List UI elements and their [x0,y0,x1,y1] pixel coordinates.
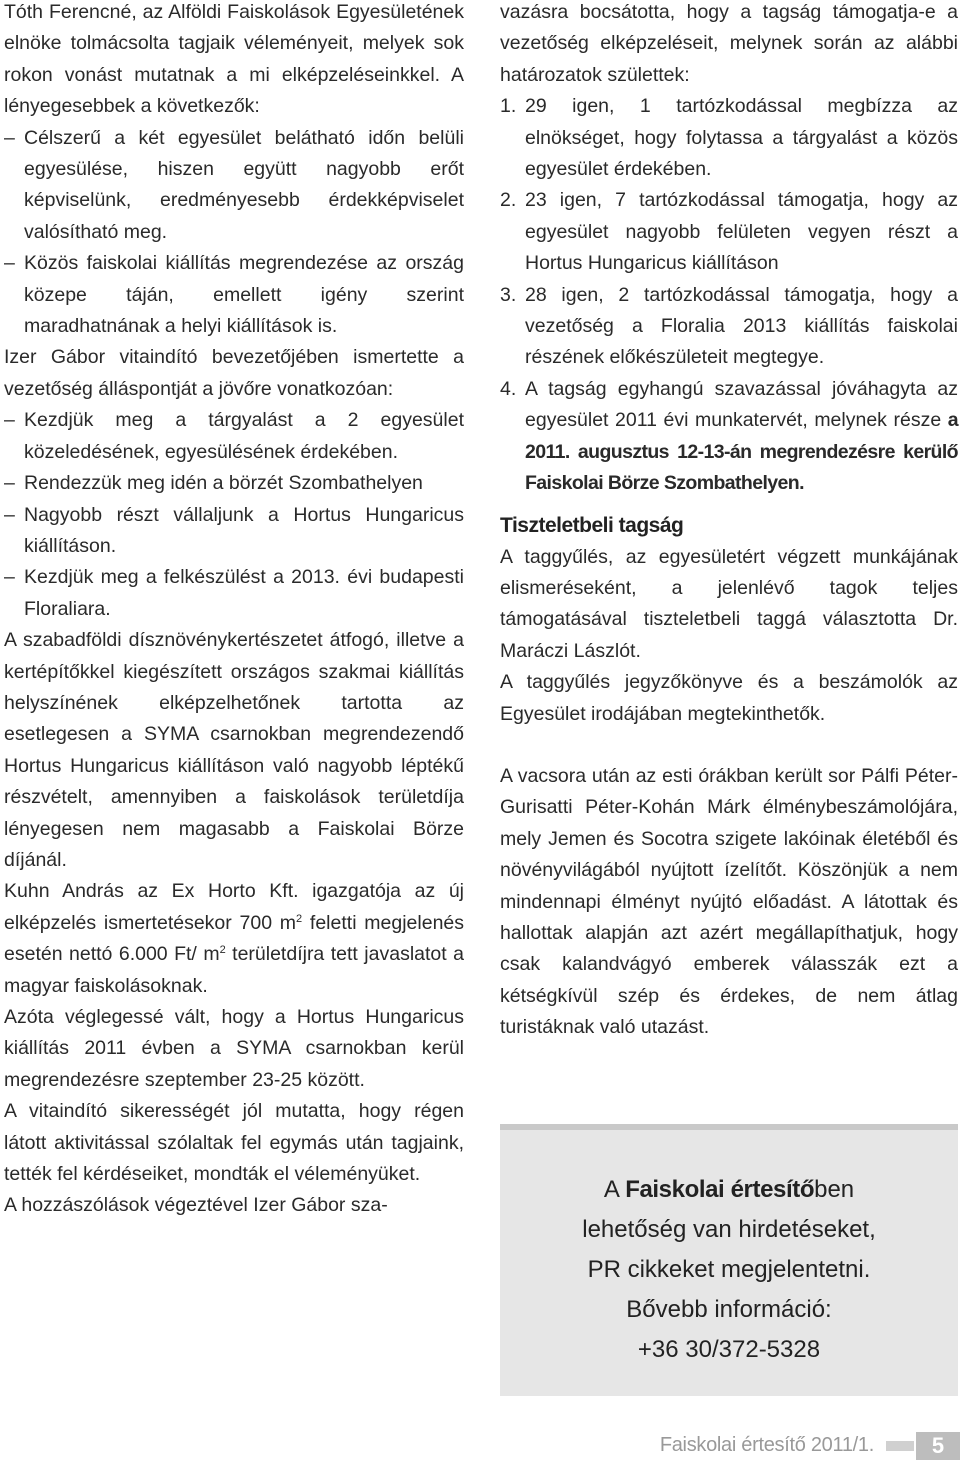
list-item: – Kezdjük meg a tárgyalást a 2 egyesület közeledésének, egyesülésének érdekében. [4,405,464,468]
item-text: 28 igen, 2 tartózkodással támogatja, hogy a vezetőség a Floralia 2013 kiállítás faiskolai részének előkészületeit megtegye. [525,283,958,369]
list-item [500,91,958,185]
item-number: 2. [500,189,517,212]
footer-divider [886,1441,914,1451]
footer-publication: Faiskolai értesítő 2011/1. [659,1434,874,1457]
list-item: – Kezdjük meg a felkészülést a 2013. évi budapesti Floraliara. [4,562,464,625]
ad-line: lehetőség van hirdetéseket, [582,1216,876,1243]
item-text: A tagság egyhangú szavazással jóváhagyta az egyesület 2011 évi munkatervét, melynek része [525,377,958,432]
list-item: – Közös faiskolai kiállítás megrendezése az ország közepe táján, emellett igény szerint maradhatnának a helyi kiállítások is. [4,248,464,342]
advertisement-box [500,1124,958,1396]
section-heading: Tiszteletbeli tagság [500,513,684,537]
paragraph: A vitaindító sikerességét jól mutatta, hogy régen látott aktivitással szólaltak fel egymás után tagjaink, tették fel kérdéseiket, mondták el véleményüket. [4,1100,464,1186]
paragraph: vazásra bocsátotta, hogy a tagság támogatja-e a vezetőség elképzeléseit, melynek során az alábbi határozatok születtek: [500,1,958,86]
publication-name: Faiskolai értesítő [625,1176,815,1203]
list-item [500,280,958,374]
list-item [500,185,958,279]
list-item: – Rendezzük meg idén a börzét Szombathelyen [4,468,464,499]
paragraph: A taggyűlés, az egyesületért végzett munkájának elismeréseként, a jelenlévő tagok teljes támogatásával tiszteletbeli taggá választotta Dr. Maráczi Lászlót. [500,545,958,662]
right-column [500,0,958,1044]
ad-phone: +36 30/372-5328 [637,1336,821,1363]
left-column [4,0,464,1222]
paragraph: A vacsora után az esti órákban került sor Pálfi Péter-Gurisatti Péter-Kohán Márk élménybeszámolójára, mely Jemen és Socotra szigete lakóinak életéből és növényvilágából nyújtott ízelítőt. Köszönjük a nem mindennapi élményt nyújtó előadást. A látottak és hallottak alapján azt azért megállapíthatjuk, hogy csak kalandvágyó emberek válasszák ezt a kétségkívül szép és érdekes, de nem átlag turistáknak való utazást. [500,764,958,1039]
item-highlight: a 2011. augusztus 12-13-án megrendezésre kerülő Faiskolai Börze Szombathelyen. [525,409,958,495]
paragraph: A hozzászólások végeztével Izer Gábor sza- [4,1194,388,1217]
paragraph: Kuhn András az Ex Horto Kft. igazgatója az új elképzelés ismertetésekor 700 $m^2$ feletti megjelenés esetén nettó 6.000 Ft/ $m^2$ területdíjra tett javaslatot a magyar faiskolásoknak. [4,880,465,997]
paragraph: A taggyűlés jegyzőkönyve és a beszámolók az Egyesület irodájában megtekinthetők. [500,671,958,725]
item-number: 1. [500,95,517,118]
list-item [500,374,958,500]
ad-line: Bővebb információ: [626,1296,832,1323]
page-footer [660,1432,960,1460]
item-number: 4. [500,377,517,400]
resolution-list [500,91,958,499]
ad-line: PR cikkeket megjelentetni. [587,1256,871,1283]
paragraph: A szabadföldi dísznövénykertészetet átfogó, illetve a kertépítőkkel kiegészített országos szakmai kiállítás helyszínének elképzelhetőnek tartotta az esetlegesen a SYMA csarnokban megrendezendő Hortus Hungaricus kiállításon való nagyobb léptékű részvételt, amennyiben a faiskolások területdíja lényegesen nem magasabb a Faiskolai Börze díjánál. [4,629,464,871]
list-item: – Célszerű a két egyesület belátható időn belüli egyesülése, hiszen együtt nagyobb erőt képviselünk, eredményesebb érdekképviselet valósítható meg. [4,123,464,249]
paragraph: Azóta véglegessé vált, hogy a Hortus Hungaricus kiállítás 2011 évben a SYMA csarnokban kerül megrendezésre szeptember 23-25 között. [4,1006,464,1091]
item-number: 3. [500,283,517,306]
item-text: 23 igen, 7 tartózkodással támogatja, hogy az egyesület nagyobb felületen vegyen részt a Hortus Hungaricus kiállításon [525,189,958,275]
paragraph: Tóth Ferencné, az Alföldi Faiskolások Egyesületének elnöke tolmácsolta tagjaik véleményeit, melyek sok rokon vonást mutatnak a mi elképzeléseinkkel. A lényegesebbek a következők: [4,1,464,118]
opinion-list [4,123,464,343]
ad-line: A Faiskolai értesítőben [603,1176,855,1203]
paragraph: Izer Gábor vitaindító bevezetőjében ismertette a vezetőség álláspontját a jövőre vonatkozóan: [4,346,464,400]
item-text: 29 igen, 1 tartózkodással megbízza az elnökséget, hogy folytassa a tárgyalást a közös egyesület érdekében. [525,95,958,181]
list-item: – Nagyobb részt vállaljunk a Hortus Hungaricus kiállításon. [4,500,464,563]
page-number: 5 [916,1432,960,1460]
plan-list [4,405,464,625]
